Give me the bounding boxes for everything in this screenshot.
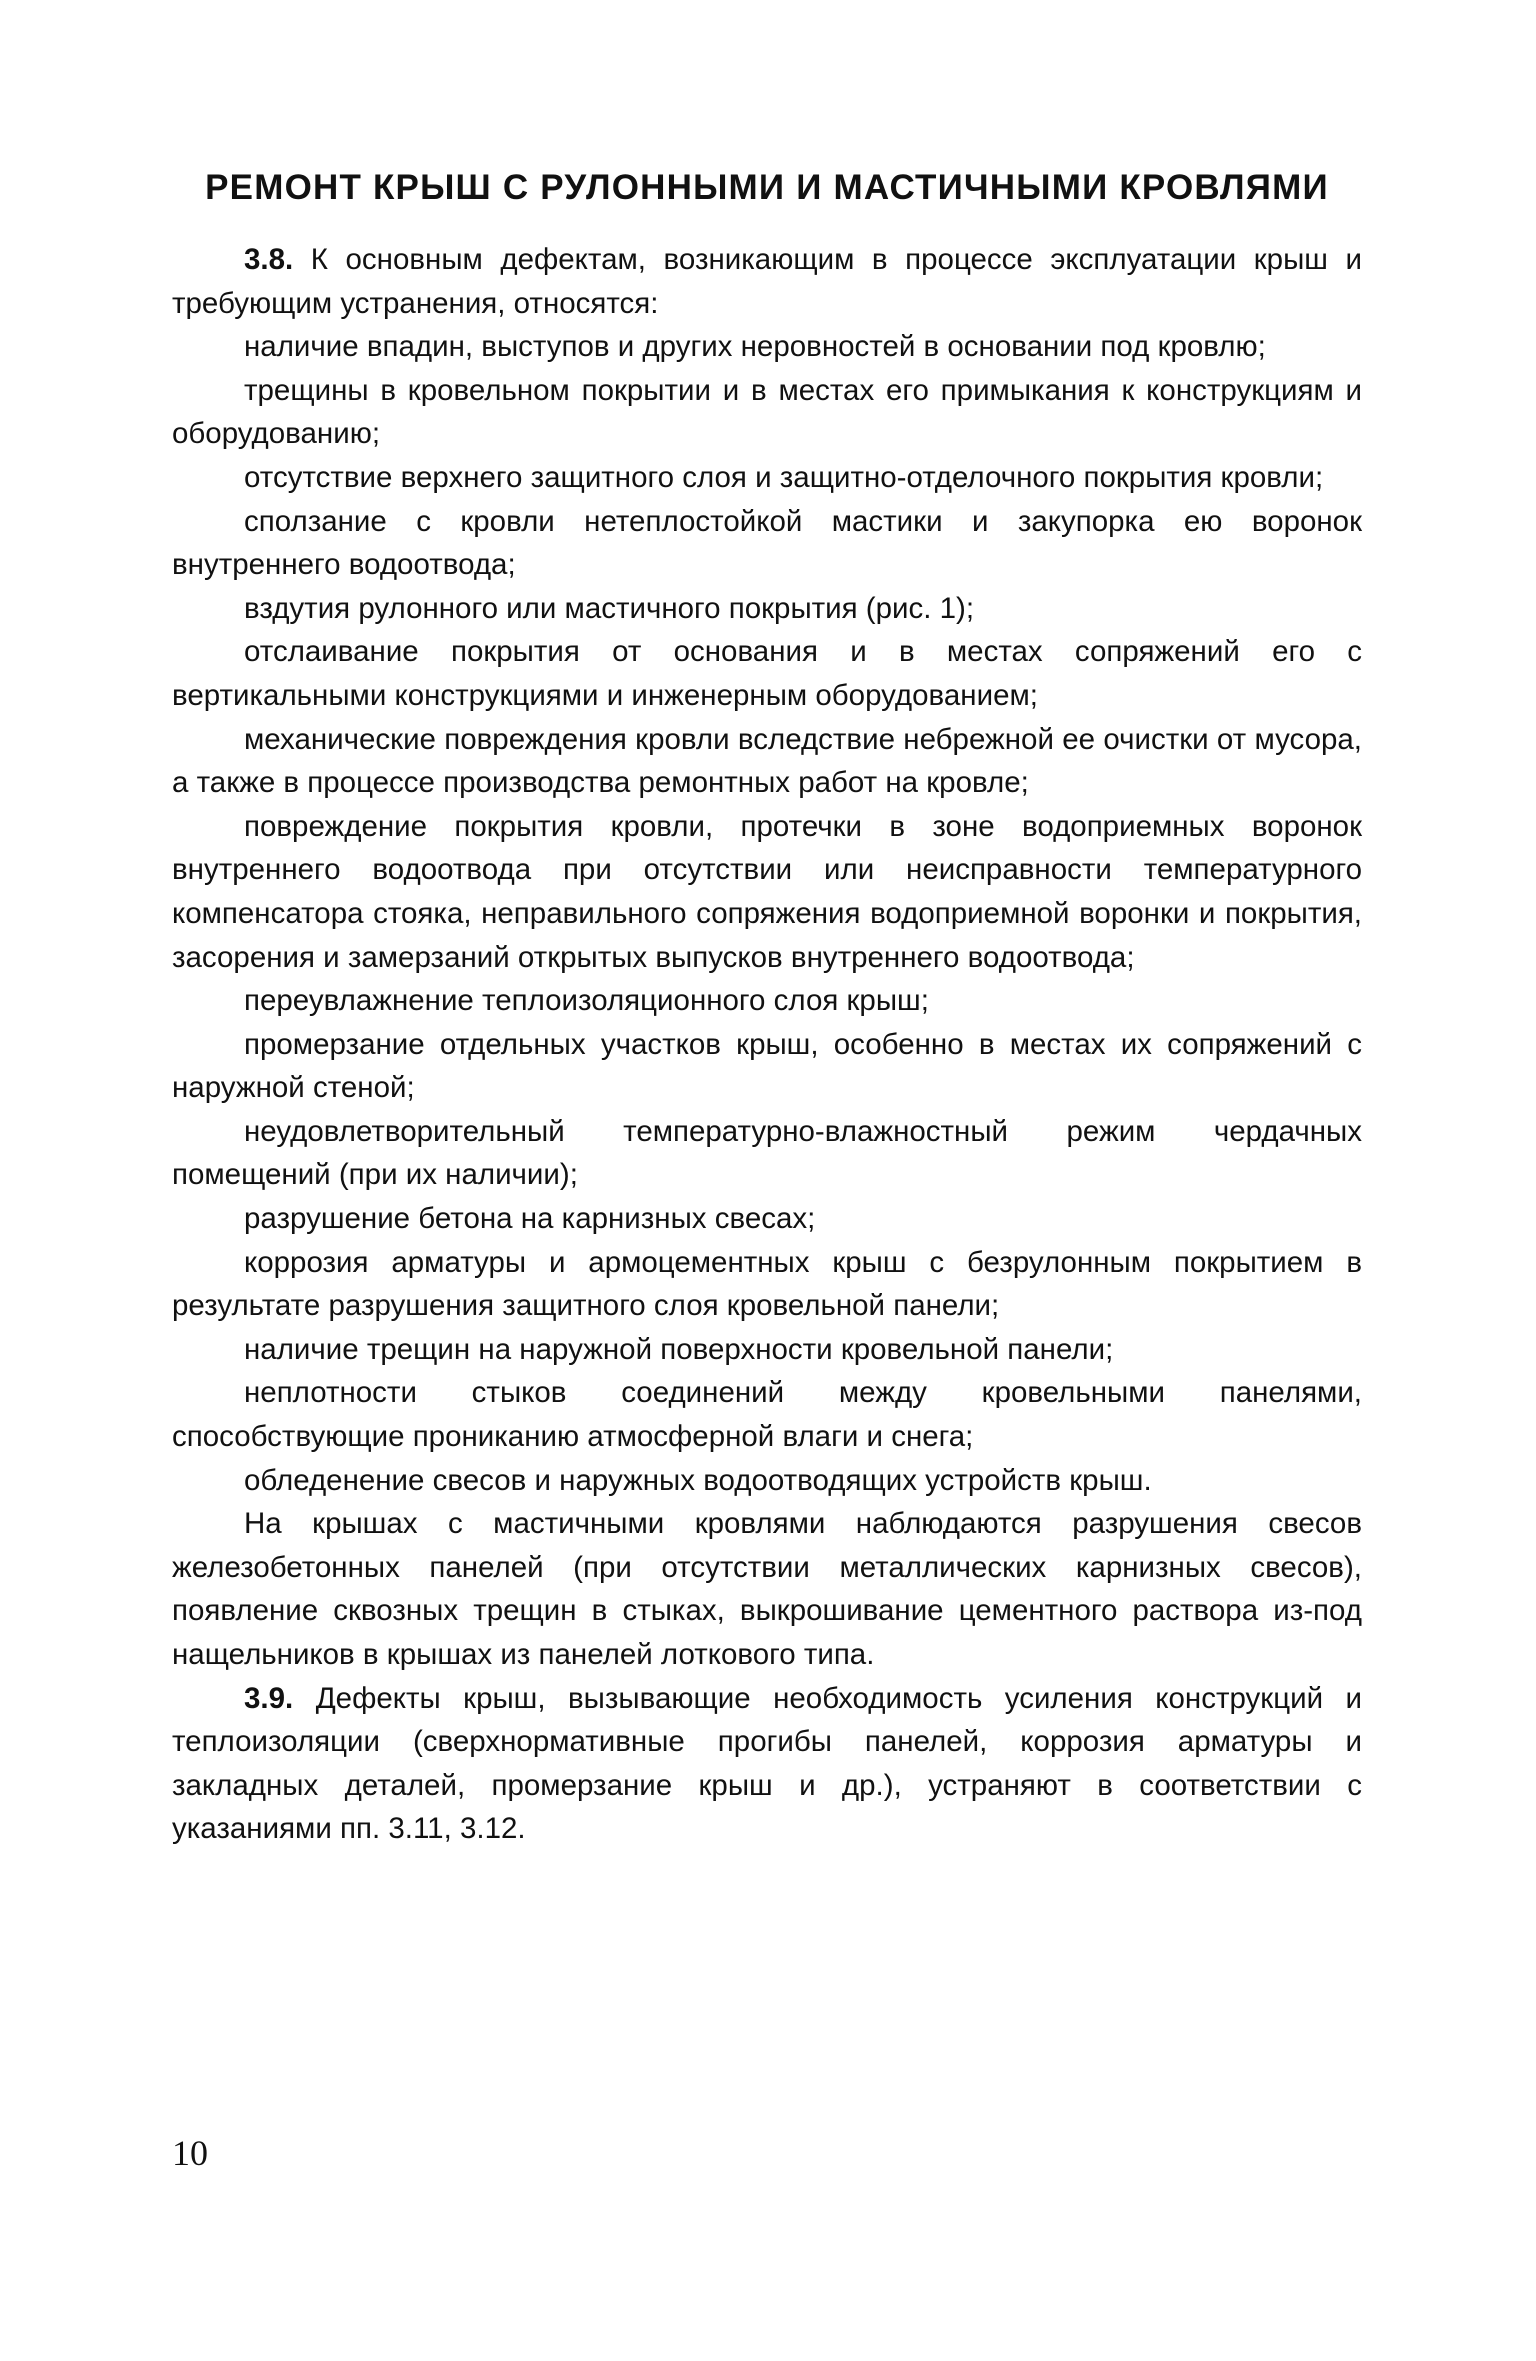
list-item: механические повреждения кровли вследствие небрежной ее очистки от мусора, а также в процессе производства ремонтных работ на кровле; bbox=[172, 722, 1362, 800]
list-item: повреждение покрытия кровли, протечки в зоне водоприемных воронок внутреннего водоотвода при отсутствии или неисправности температурного компенсатора стояка, неправильного сопряжения водоприемной воронки и покрытия, засорения и замерзаний открытых выпусков внутреннего водоотвода; bbox=[172, 809, 1362, 974]
list-item: промерзание отдельных участков крыш, особенно в местах их сопряжений с наружной стеной; bbox=[172, 1027, 1362, 1105]
list-item: отсутствие верхнего защитного слоя и защитно-отделочного покрытия кровли; bbox=[244, 460, 1324, 494]
paragraph-3-8-intro bbox=[172, 238, 1362, 325]
list-item: коррозия арматуры и армоцементных крыш с безрулонным покрытием в результате разрушения защитного слоя кровельной панели; bbox=[172, 1245, 1362, 1323]
paragraph-3-8-closing: На крышах с мастичными кровлями наблюдаются разрушения свесов железобетонных панелей (при отсутствии металлических карнизных свесов), появление сквозных трещин в стыках, выкрошивание цементного раствора из-под нащельников в крышах из панелей лоткового типа. bbox=[172, 1507, 1362, 1671]
list-item: неудовлетворительный температурно-влажностный режим чердачных помещений (при их наличии); bbox=[172, 1114, 1362, 1192]
list-item: вздутия рулонного или мастичного покрытия (рис. 1); bbox=[244, 591, 975, 625]
document-page bbox=[172, 168, 1362, 1851]
list-item: отслаивание покрытия от основания и в местах сопряжений его с вертикальными конструкциями и инженерным оборудованием; bbox=[172, 635, 1362, 712]
clause-text: Дефекты крыш, вызывающие необходимость усиления конструкций и теплоизоляции (сверхнормативные прогибы панелей, коррозия арматуры и закладных деталей, промерзание крыш и др.), устраняют в соответствии с указаниями пп. 3.11, 3.12. bbox=[172, 1681, 1362, 1846]
page-number: 10 bbox=[172, 2133, 208, 2173]
list-item: обледенение свесов и наружных водоотводящих устройств крыш. bbox=[244, 1463, 1152, 1497]
section-heading: РЕМОНТ КРЫШ С РУЛОННЫМИ И МАСТИЧНЫМИ КРОВЛЯМИ bbox=[205, 168, 1329, 207]
list-item: переувлажнение теплоизоляционного слоя крыш; bbox=[244, 984, 929, 1018]
clause-text: К основным дефектам, возникающим в процессе эксплуатации крыш и требующим устранения, относятся: bbox=[172, 243, 1362, 320]
list-item: наличие впадин, выступов и других неровностей в основании под кровлю; bbox=[244, 330, 1266, 364]
list-item: сползание с кровли нетеплостойкой мастики и закупорка ею воронок внутреннего водоотвода; bbox=[172, 504, 1362, 582]
clause-number: 3.8. bbox=[244, 243, 294, 276]
clause-number: 3.9. bbox=[244, 1681, 294, 1715]
list-item: трещины в кровельном покрытии и в местах его примыкания к конструкциям и оборудованию; bbox=[172, 373, 1362, 451]
list-item: наличие трещин на наружной поверхности кровельной панели; bbox=[244, 1332, 1114, 1366]
list-item: неплотности стыков соединений между кровельными панелями, способствующие прониканию атмосферной влаги и снега; bbox=[172, 1376, 1362, 1454]
paragraph-3-9 bbox=[172, 1677, 1362, 1851]
list-item: разрушение бетона на карнизных свесах; bbox=[244, 1202, 816, 1236]
